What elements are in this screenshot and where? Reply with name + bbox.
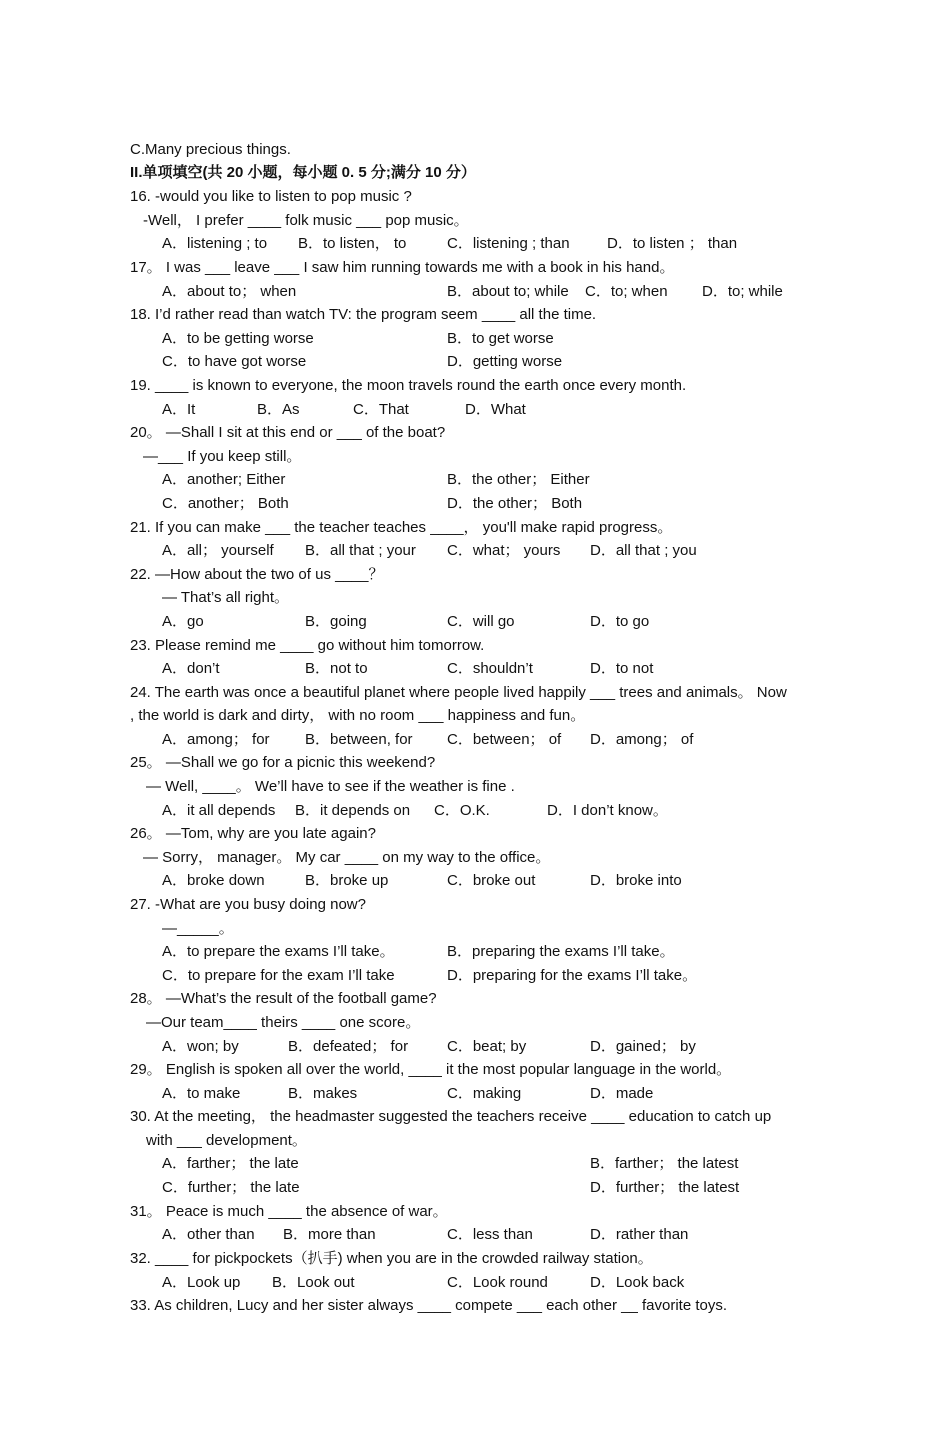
question-28: 28。 —What’s the result of the football game? — [130, 990, 437, 1007]
q22-option-b: B．going — [305, 613, 367, 630]
q28-option-c: C．beat; by — [447, 1038, 527, 1055]
q18-option-c: C．to have got worse — [162, 353, 307, 370]
q16-option-b: B．to listen， to — [298, 235, 407, 252]
q17-option-c: C．to; when — [585, 283, 668, 300]
q29-option-a: A．to make — [162, 1085, 241, 1102]
question-26-line2: — Sorry， manager。 My car ____ on my way to the office。 — [143, 849, 551, 866]
section-heading: II.单项填空(共 20 小题，每小题 0. 5 分;满分 10 分） — [130, 164, 476, 181]
question-24-line2: , the world is dark and dirty， with no room ___ happiness and fun。 — [130, 707, 586, 724]
q29-option-c: C．making — [447, 1085, 522, 1102]
question-17: 17。 I was ___ leave ___ I saw him running towards me with a book in his hand。 — [130, 259, 675, 276]
q31-option-d: D．rather than — [590, 1226, 689, 1243]
q19-option-c: C．That — [353, 401, 409, 418]
q24-option-a: A．among； for — [162, 731, 270, 748]
question-27-line2: —_____。 — [162, 920, 234, 937]
q30-option-c: C．further； the late — [162, 1179, 300, 1196]
q32-option-c: C．Look round — [447, 1274, 548, 1291]
q22-option-a: A．go — [162, 613, 204, 630]
question-22-line2: — That’s all right。 — [162, 589, 289, 606]
q26-option-b: B．broke up — [305, 872, 389, 889]
previous-answer-line: C.Many precious things. — [130, 141, 291, 158]
q20-option-b: B．the other； Either — [447, 471, 590, 488]
question-21: 21. If you can make ___ the teacher teaches ____， you'll make rapid progress。 — [130, 519, 673, 536]
question-27: 27. -What are you busy doing now? — [130, 896, 366, 913]
question-20-line2: —___ If you keep still。 — [143, 448, 302, 465]
question-19: 19. ____ is known to everyone, the moon travels round the earth once every month. — [130, 377, 687, 394]
q29-option-d: D．made — [590, 1085, 654, 1102]
question-26: 26。 —Tom, why are you late again? — [130, 825, 376, 842]
q18-option-d: D．getting worse — [447, 353, 563, 370]
q25-option-d: D．I don’t know。 — [547, 802, 668, 819]
question-25: 25。 —Shall we go for a picnic this weekend? — [130, 754, 436, 771]
q29-option-b: B．makes — [288, 1085, 358, 1102]
q30-option-a: A．farther； the late — [162, 1155, 299, 1172]
question-33: 33. As children, Lucy and her sister always ____ compete ___ each other __ favorite toys. — [130, 1297, 728, 1314]
q25-option-a: A．it all depends — [162, 802, 276, 819]
q31-option-c: C．less than — [447, 1226, 533, 1243]
q18-option-a: A．to be getting worse — [162, 330, 314, 347]
q17-option-b: B．about to; while — [447, 283, 569, 300]
q20-option-d: D．the other； Both — [447, 495, 583, 512]
q28-option-d: D．gained； by — [590, 1038, 696, 1055]
question-18: 18. I’d rather read than watch TV: the program seem ____ all the time. — [130, 306, 597, 323]
q21-option-b: B．all that ; your — [305, 542, 416, 559]
q28-option-a: A．won; by — [162, 1038, 239, 1055]
q25-option-b: B．it depends on — [295, 802, 411, 819]
q18-option-b: B．to get worse — [447, 330, 554, 347]
question-22: 22. —How about the two of us ____？ — [130, 566, 384, 583]
question-28-line2: —Our team____ theirs ____ one score。 — [146, 1014, 421, 1031]
q19-option-a: A．It — [162, 401, 196, 418]
question-23: 23. Please remind me ____ go without him tomorrow. — [130, 637, 485, 654]
q31-option-b: B．more than — [283, 1226, 376, 1243]
q27-option-d: D．preparing for the exams I’ll take。 — [447, 967, 698, 984]
q17-option-a: A．about to； when — [162, 283, 297, 300]
q19-option-b: B．As — [257, 401, 300, 418]
q23-option-c: C．shouldn’t — [447, 660, 533, 677]
q21-option-d: D．all that ; you — [590, 542, 697, 559]
q19-option-d: D．What — [465, 401, 526, 418]
question-29: 29。 English is spoken all over the world, ____ it the most popular language in the world。 — [130, 1061, 732, 1078]
q27-option-a: A．to prepare the exams I’ll take。 — [162, 943, 395, 960]
q30-option-d: D．further； the latest — [590, 1179, 740, 1196]
q16-option-c: C．listening ; than — [447, 235, 570, 252]
question-31: 31。 Peace is much ____ the absence of war。 — [130, 1203, 448, 1220]
question-24: 24. The earth was once a beautiful planet where people lived happily ___ trees and animals。 Now — [130, 684, 787, 701]
q23-option-a: A．don’t — [162, 660, 220, 677]
q16-option-a: A．listening ; to — [162, 235, 268, 252]
q26-option-d: D．broke into — [590, 872, 682, 889]
q26-option-a: A．broke down — [162, 872, 265, 889]
question-32: 32. ____ for pickpockets（扒手) when you are in the crowded railway station。 — [130, 1250, 653, 1267]
question-16: 16. -would you like to listen to pop music ? — [130, 188, 412, 205]
q26-option-c: C．broke out — [447, 872, 536, 889]
q22-option-d: D．to go — [590, 613, 650, 630]
q16-option-d: D．to listen ； than — [607, 235, 738, 252]
q27-option-c: C．to prepare for the exam I’ll take — [162, 967, 395, 984]
q21-option-c: C．what； yours — [447, 542, 561, 559]
q24-option-d: D．among； of — [590, 731, 694, 748]
q23-option-d: D．to not — [590, 660, 654, 677]
question-25-line2: — Well, ____。 We’ll have to see if the weather is fine . — [146, 778, 515, 795]
q17-option-d: D．to; while — [702, 283, 783, 300]
q32-option-b: B．Look out — [272, 1274, 355, 1291]
q32-option-d: D．Look back — [590, 1274, 685, 1291]
q28-option-b: B．defeated； for — [288, 1038, 409, 1055]
q23-option-b: B．not to — [305, 660, 368, 677]
q20-option-c: C．another； Both — [162, 495, 289, 512]
q30-option-b: B．farther； the latest — [590, 1155, 739, 1172]
q24-option-b: B．between, for — [305, 731, 413, 748]
question-16-line2: -Well， I prefer ____ folk music ___ pop music。 — [143, 212, 469, 229]
q32-option-a: A．Look up — [162, 1274, 241, 1291]
q27-option-b: B．preparing the exams I’ll take。 — [447, 943, 675, 960]
q24-option-c: C．between； of — [447, 731, 562, 748]
question-20: 20。 —Shall I sit at this end or ___ of the boat? — [130, 424, 446, 441]
q25-option-c: C．O.K. — [434, 802, 490, 819]
question-30-line2: with ___ development。 — [146, 1132, 307, 1149]
q31-option-a: A．other than — [162, 1226, 255, 1243]
q20-option-a: A．another; Either — [162, 471, 286, 488]
q21-option-a: A．all； yourself — [162, 542, 274, 559]
question-30: 30. At the meeting， the headmaster suggested the teachers receive ____ education to catch up — [130, 1108, 772, 1125]
q22-option-c: C．will go — [447, 613, 515, 630]
